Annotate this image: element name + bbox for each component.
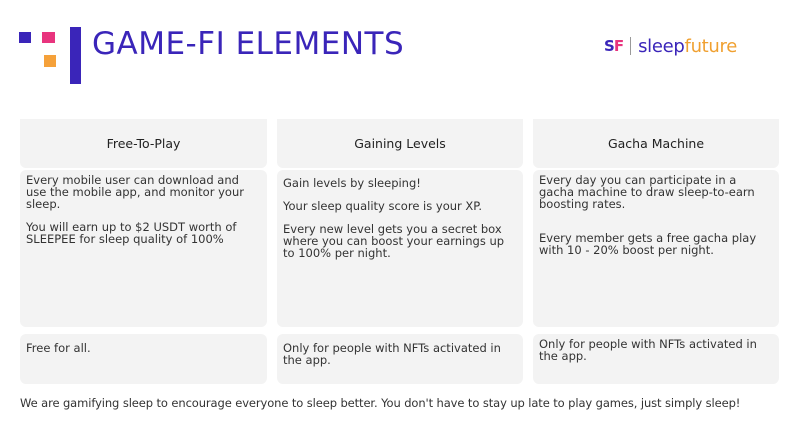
column-heading-gacha-machine: Gacha Machine [533, 119, 779, 168]
brand-name-sleep: sleep [638, 35, 685, 57]
body-paragraph: Every mobile user can download and use the mobile app, and monitor your sleep. [26, 173, 244, 211]
column-heading-gaining-levels: Gaining Levels [277, 119, 523, 168]
footer-note: Only for people with NFTs activated in the app. [283, 341, 501, 367]
brand-mark-f: F [613, 37, 624, 55]
column-footer-gacha-machine [533, 334, 779, 384]
logo-square-orange [44, 55, 56, 67]
logo-square-blue [19, 32, 31, 43]
body-paragraph: Your sleep quality score is your XP. [283, 199, 483, 213]
body-paragraph: You will earn up to $2 USDT worth of SLEEPEE for sleep quality of 100% [26, 220, 237, 246]
body-paragraph: Every day you can participate in a gacha machine to draw sleep-to-earn boosting rates. [539, 173, 755, 211]
brand-logo [604, 34, 737, 58]
column-footer-free-to-play [20, 334, 267, 384]
logo-square-pink [42, 32, 55, 43]
body-paragraph: Every new level gets you a secret box where you can boost your earnings up to 100% per night. [283, 222, 505, 260]
brand-mark [604, 37, 623, 55]
column-body-gacha-machine [533, 170, 779, 327]
page-title: GAME-FI ELEMENTS [92, 26, 405, 62]
brand-name-future: future [684, 35, 738, 57]
column-body-gaining-levels [277, 170, 523, 327]
brand-divider [630, 37, 631, 55]
column-body-free-to-play [20, 170, 267, 327]
column-heading-free-to-play: Free-To-Play [20, 119, 267, 168]
body-paragraph: Every member gets a free gacha play with 10 - 20% boost per night. [539, 231, 757, 257]
body-paragraph: Gain levels by sleeping! [283, 176, 421, 190]
title-accent-bar [70, 27, 81, 84]
footer-note: Only for people with NFTs activated in the app. [539, 337, 757, 363]
brand-mark-s: S [604, 37, 614, 55]
brand-name [638, 36, 737, 57]
footer-note: Free for all. [26, 341, 91, 355]
footer-statement: We are gamifying sleep to encourage everyone to sleep better. You don't have to stay up late to play games, just simply sleep! [20, 396, 741, 410]
column-footer-gaining-levels [277, 334, 523, 384]
